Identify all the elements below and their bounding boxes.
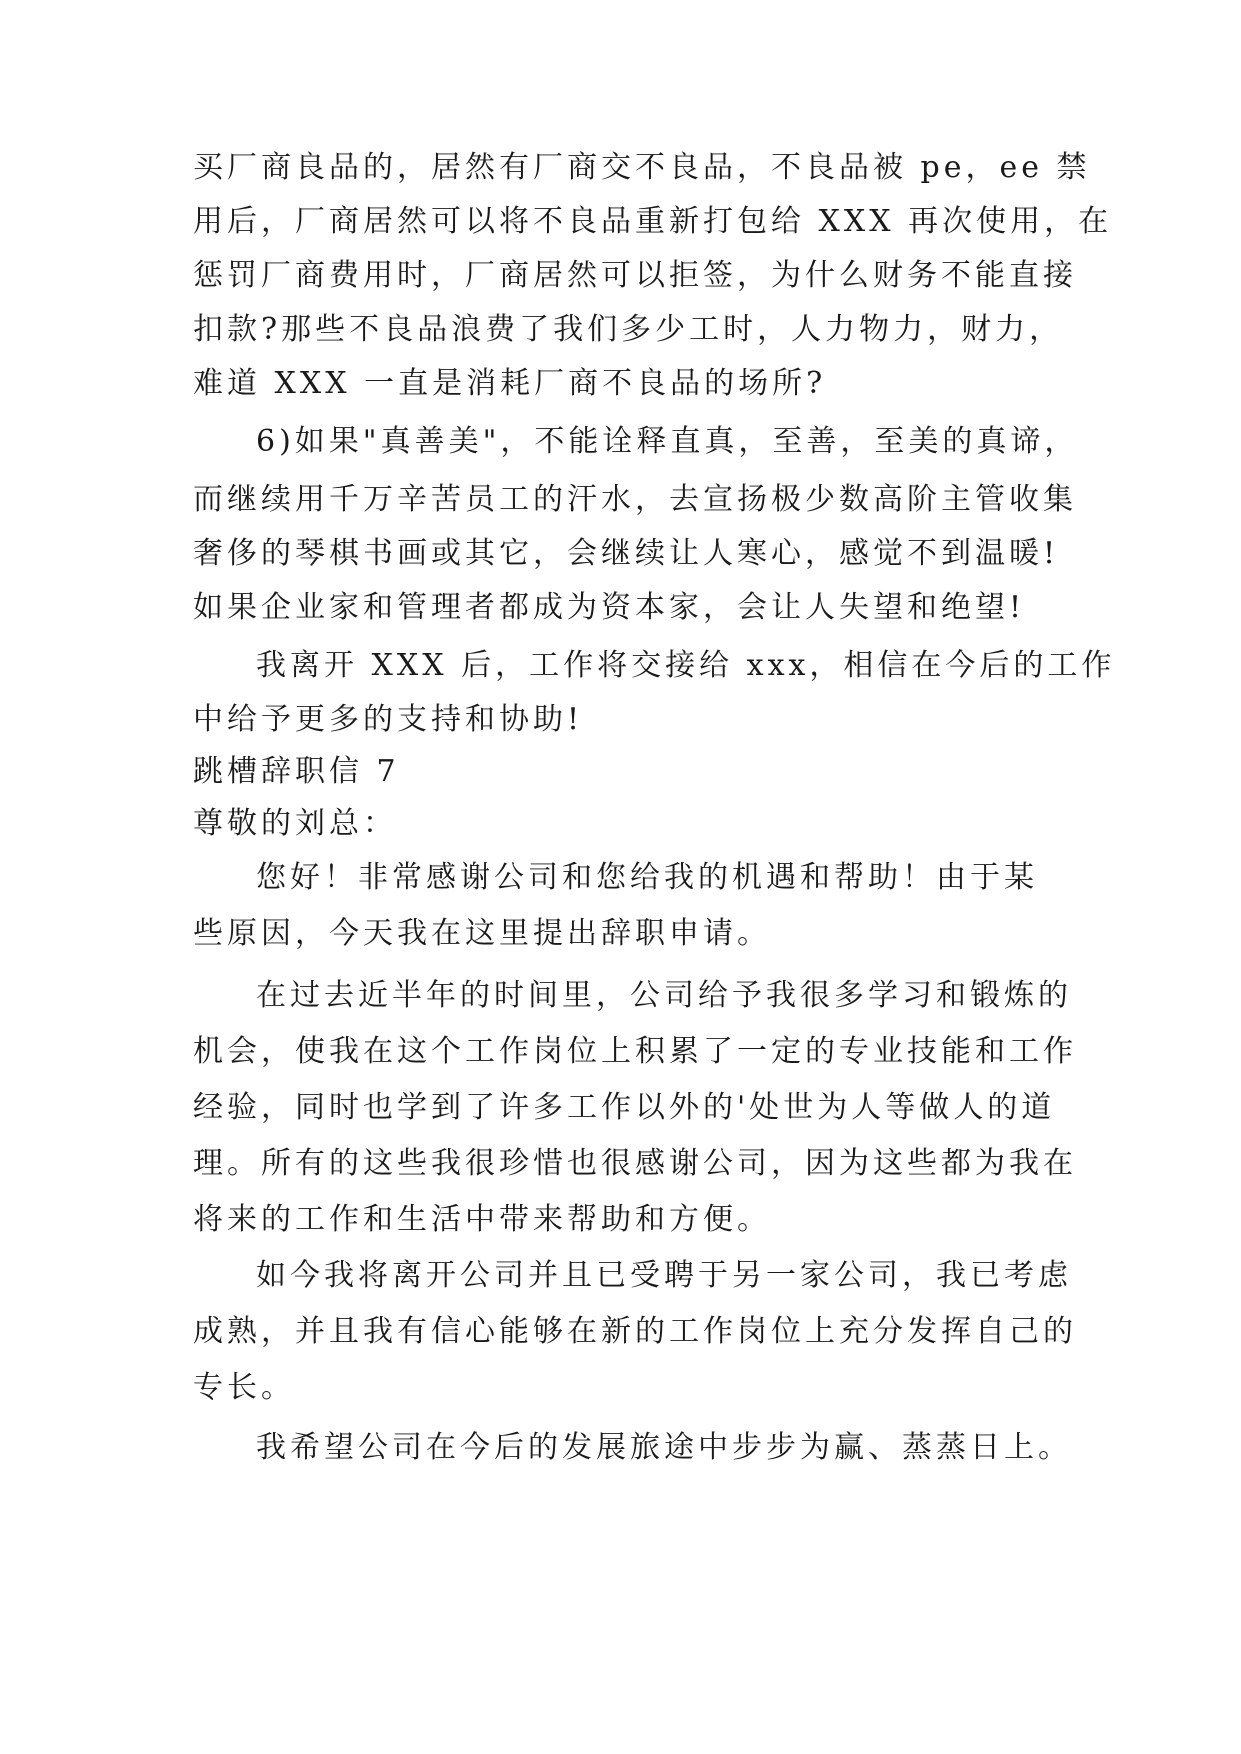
text-line: 中给予更多的支持和协助! [193, 702, 584, 737]
text-line: 扣款?那些不良品浪费了我们多少工时，人力物力，财力， [193, 312, 1064, 347]
text-line: 买厂商良品的，居然有厂商交不良品，不良品被 pe，ee 禁 [193, 150, 1091, 185]
text-line: 您好！非常感谢公司和您给我的机遇和帮助！由于某 [256, 860, 1038, 895]
text-line: 经验，同时也学到了许多工作以外的'处世为人等做人的道 [193, 1090, 1056, 1125]
text-line: 如今我将离开公司并且已受聘于另一家公司，我已考虑 [256, 1258, 1072, 1293]
text-line: 在过去近半年的时间里，公司给予我很多学习和锻炼的 [256, 978, 1072, 1013]
text-line: 些原因，今天我在这里提出辞职申请。 [193, 916, 771, 951]
text-line: 如果企业家和管理者都成为资本家，会让人失望和绝望! [193, 590, 1026, 625]
text-line: 而继续用千万辛苦员工的汗水，去宣扬极少数高阶主管收集 [193, 482, 1077, 517]
text-line: 成熟，并且我有信心能够在新的工作岗位上充分发挥自己的 [193, 1314, 1077, 1349]
text-line: 专长。 [193, 1370, 295, 1405]
text-line: 奢侈的琴棋书画或其它，会继续让人寒心，感觉不到温暖! [193, 536, 1060, 571]
text-line: 用后，厂商居然可以将不良品重新打包给 XXX 再次使用，在 [193, 204, 1113, 239]
text-line: 6)如果"真善美"，不能诠释直真，至善，至美的真谛， [256, 424, 1079, 459]
text-line: 我希望公司在今后的发展旅途中步步为赢、蒸蒸日上。 [256, 1430, 1072, 1465]
text-line: 惩罚厂商费用时，厂商居然可以拒签，为什么财务不能直接 [193, 258, 1077, 293]
letter-title: 跳槽辞职信 7 [193, 754, 400, 789]
salutation: 尊敬的刘总： [193, 806, 397, 841]
text-line: 我离开 XXX 后，工作将交接给 xxx，相信在今后的工作 [256, 648, 1116, 683]
text-line: 机会，使我在这个工作岗位上积累了一定的专业技能和工作 [193, 1034, 1077, 1069]
text-line: 将来的工作和生活中带来帮助和方便。 [193, 1202, 771, 1237]
text-line: 难道 XXX 一直是消耗厂商不良品的场所? [193, 366, 827, 401]
text-line: 理。所有的这些我很珍惜也很感谢公司，因为这些都为我在 [193, 1146, 1077, 1181]
